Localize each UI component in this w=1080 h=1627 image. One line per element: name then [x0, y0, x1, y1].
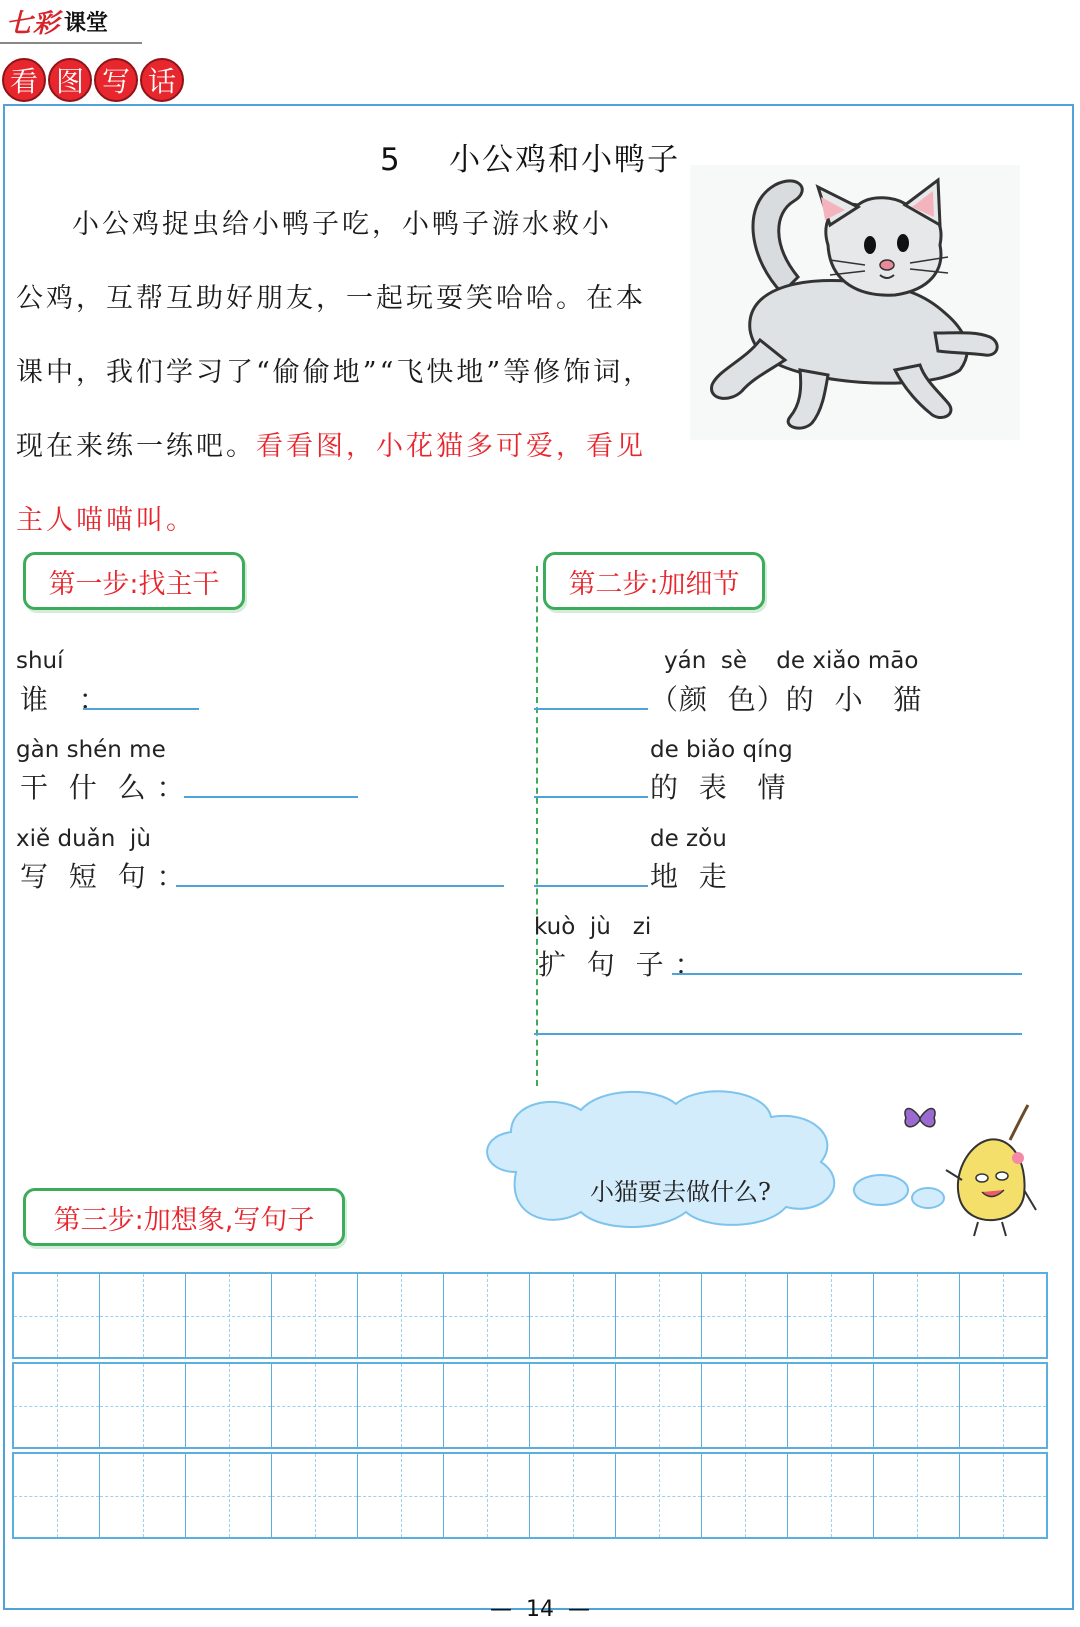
step1-pinyin-sentence: xiě duǎn jù [16, 826, 151, 852]
step1-blank-who[interactable] [83, 708, 199, 710]
intro-line-2: 公鸡，互帮互助好朋友，一起玩耍笑哈哈。在本 [16, 283, 646, 314]
grid-cell[interactable] [14, 1454, 100, 1537]
cat-illustration [690, 165, 1020, 440]
grid-cell[interactable] [100, 1274, 186, 1357]
cloud-question: 小猫要去做什么? [590, 1178, 771, 1206]
page-number: — 14 — [490, 1597, 590, 1622]
grid-cell[interactable] [358, 1454, 444, 1537]
page-title: 5 小公鸡和小鸭子 [380, 142, 681, 178]
grid-cell[interactable] [272, 1274, 358, 1357]
brand-sub: 课堂 [64, 10, 109, 36]
grid-cell[interactable] [530, 1454, 616, 1537]
intro-line-4-black: 现在来练一练吧。 [16, 431, 256, 462]
section-tag [2, 58, 184, 102]
step1-pinyin-what: gàn shén me [16, 737, 166, 763]
grid-cell[interactable] [186, 1274, 272, 1357]
brand-logo [6, 4, 108, 38]
grid-cell[interactable] [530, 1364, 616, 1447]
step3-label: 第三步:加想象,写句子 [23, 1188, 345, 1246]
grid-cell[interactable] [272, 1364, 358, 1447]
grid-cell[interactable] [788, 1274, 874, 1357]
grid-cell[interactable] [444, 1364, 530, 1447]
step2-label-color: （颜 色）的 小 猫 [650, 683, 923, 716]
column-divider [536, 566, 538, 1086]
step2-blank-expand-1[interactable] [672, 973, 1022, 975]
intro-line-3: 课中，我们学习了“偷偷地”“飞快地”等修饰词， [16, 357, 654, 388]
grid-cell[interactable] [14, 1364, 100, 1447]
grid-cell[interactable] [788, 1364, 874, 1447]
grid-cell[interactable] [358, 1274, 444, 1357]
intro-line-4-red: 看看图，小花猫多可爱，看见 [256, 431, 646, 462]
intro-line-1: 小公鸡捉虫给小鸭子吃，小鸭子游水救小 [72, 209, 612, 240]
section-tag-char: 话 [140, 58, 184, 102]
grid-cell[interactable] [874, 1364, 960, 1447]
writing-grid-row[interactable] [12, 1272, 1048, 1359]
thought-bubble-mid [852, 1172, 910, 1208]
step1-label: 第一步:找主干 [23, 552, 245, 610]
grid-cell[interactable] [874, 1454, 960, 1537]
writing-grid-row[interactable] [12, 1362, 1048, 1449]
step2-pinyin-color: yán sè de xiǎo māo [664, 648, 919, 674]
section-tag-char: 写 [94, 58, 138, 102]
step1-pinyin-who: shuí [16, 648, 64, 674]
brand-divider [0, 42, 142, 44]
step2-label-expand: 扩 句 子 ： [538, 948, 704, 981]
grid-cell[interactable] [874, 1274, 960, 1357]
grid-cell[interactable] [960, 1454, 1046, 1537]
grid-cell[interactable] [444, 1274, 530, 1357]
intro-line-4 [16, 424, 646, 463]
section-tag-char: 看 [2, 58, 46, 102]
step1-label-who: 谁 ： [20, 683, 108, 716]
grid-cell[interactable] [616, 1364, 702, 1447]
grid-cell[interactable] [788, 1454, 874, 1537]
step1-label-what: 干 什 么 ： [20, 771, 186, 804]
writing-grid-row[interactable] [12, 1452, 1048, 1539]
grid-cell[interactable] [100, 1454, 186, 1537]
step2-pinyin-walk: de zǒu [650, 826, 727, 852]
grid-cell[interactable] [186, 1364, 272, 1447]
grid-cell[interactable] [14, 1274, 100, 1357]
grid-cell[interactable] [960, 1364, 1046, 1447]
grid-cell[interactable] [100, 1364, 186, 1447]
step2-label-walk: 地 走 [650, 860, 728, 893]
pear-mascot [940, 1100, 1040, 1240]
grid-cell[interactable] [272, 1454, 358, 1537]
step1-blank-sentence[interactable] [176, 885, 504, 887]
butterfly-icon [900, 1098, 940, 1138]
grid-cell[interactable] [186, 1454, 272, 1537]
grid-cell[interactable] [358, 1364, 444, 1447]
step2-blank-walk[interactable] [534, 885, 648, 887]
thought-cloud [466, 1082, 866, 1232]
grid-cell[interactable] [702, 1274, 788, 1357]
grid-cell[interactable] [702, 1364, 788, 1447]
step2-label-expression: 的 表 情 [650, 771, 787, 804]
step2-blank-color[interactable] [534, 708, 648, 710]
step2-blank-expression[interactable] [534, 796, 648, 798]
grid-cell[interactable] [616, 1274, 702, 1357]
grid-cell[interactable] [702, 1454, 788, 1537]
step2-pinyin-expand: kuò jù zi [534, 914, 652, 940]
step2-blank-expand-2[interactable] [534, 1033, 1022, 1035]
step1-blank-what[interactable] [184, 796, 358, 798]
grid-cell[interactable] [616, 1454, 702, 1537]
grid-cell[interactable] [444, 1454, 530, 1537]
intro-line-5: 主人喵喵叫。 [16, 505, 196, 536]
step2-label: 第二步:加细节 [543, 552, 765, 610]
step1-label-sentence: 写 短 句 ： [20, 860, 186, 893]
brand-main: 七彩 [6, 8, 61, 39]
section-tag-char: 图 [48, 58, 92, 102]
grid-cell[interactable] [530, 1274, 616, 1357]
grid-cell[interactable] [960, 1274, 1046, 1357]
step2-pinyin-expression: de biǎo qíng [650, 737, 793, 763]
